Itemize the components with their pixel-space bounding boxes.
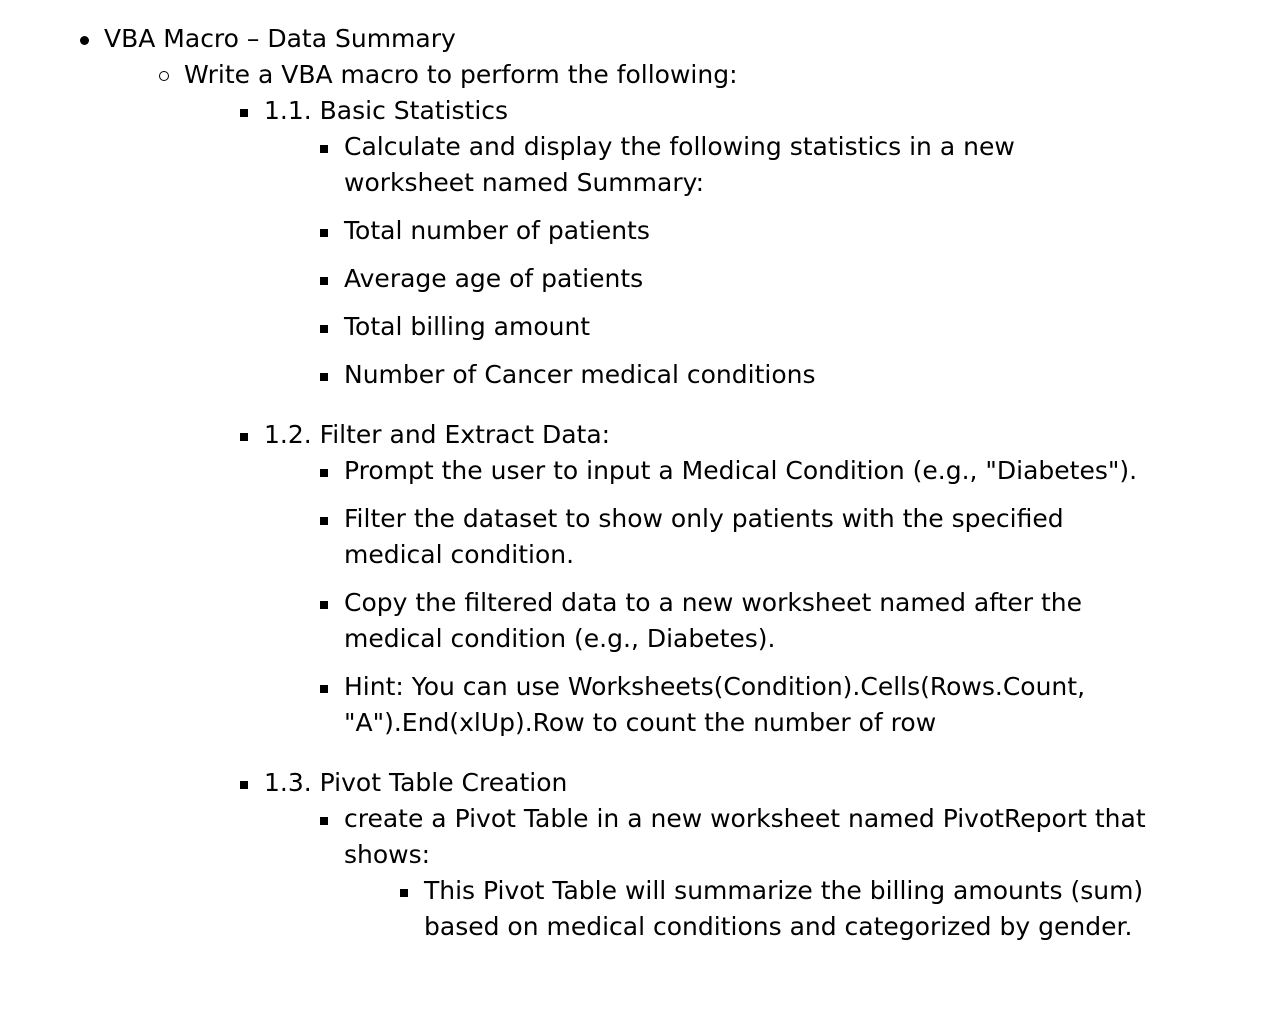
bullet-square-icon bbox=[320, 685, 328, 693]
bullet-square-icon bbox=[240, 109, 248, 117]
list-item bbox=[0, 261, 1286, 309]
bullet-square-icon bbox=[400, 889, 408, 897]
bullet-square-icon bbox=[320, 229, 328, 237]
list-item-text: Number of Cancer medical conditions bbox=[344, 360, 816, 389]
bullet-disc-icon bbox=[80, 36, 89, 45]
list-item-text: Total number of patients bbox=[344, 216, 650, 245]
list-item-text: Hint: You can use Worksheets(Condition).Cells(Rows.Count, "A").End(xlUp).Row to count the number of row bbox=[344, 672, 1086, 737]
outline-subtitle: Write a VBA macro to perform the following: bbox=[184, 60, 738, 89]
list-item-text: Calculate and display the following statistics in a new worksheet named Summary: bbox=[344, 132, 1015, 197]
bullet-square-icon bbox=[320, 601, 328, 609]
list-item bbox=[0, 57, 1286, 93]
bullet-square-icon bbox=[320, 373, 328, 381]
list-item-text: Average age of patients bbox=[344, 264, 644, 293]
list-item bbox=[0, 873, 1286, 945]
list-item bbox=[0, 453, 1286, 501]
list-item bbox=[0, 501, 1286, 585]
list-item-text: create a Pivot Table in a new worksheet named PivotReport that shows: bbox=[344, 804, 1146, 869]
list-item bbox=[0, 765, 1286, 801]
list-item-text: This Pivot Table will summarize the billing amounts (sum) based on medical conditions and categorized by gender. bbox=[424, 876, 1144, 941]
list-item bbox=[0, 21, 1286, 57]
bullet-square-icon bbox=[320, 817, 328, 825]
list-item bbox=[0, 309, 1286, 357]
list-item bbox=[0, 669, 1286, 765]
bullet-square-icon bbox=[320, 469, 328, 477]
bullet-square-icon bbox=[240, 433, 248, 441]
section-heading: 1.2. Filter and Extract Data: bbox=[264, 420, 611, 449]
list-item bbox=[0, 129, 1286, 213]
list-item-text: Filter the dataset to show only patients with the specified medical condition. bbox=[344, 504, 1064, 569]
bullet-square-icon bbox=[320, 517, 328, 525]
section-heading: 1.1. Basic Statistics bbox=[264, 96, 509, 125]
list-item bbox=[0, 585, 1286, 669]
bullet-circle-icon bbox=[159, 71, 169, 81]
list-item bbox=[0, 93, 1286, 129]
list-item bbox=[0, 213, 1286, 261]
outline-title: VBA Macro – Data Summary bbox=[104, 24, 456, 53]
bullet-square-icon bbox=[320, 277, 328, 285]
list-item-text: Total billing amount bbox=[344, 312, 591, 341]
bullet-square-icon bbox=[320, 325, 328, 333]
list-item-text: Copy the filtered data to a new worksheet named after the medical condition (e.g., Diabetes). bbox=[344, 588, 1083, 653]
document-outline bbox=[0, 21, 1286, 945]
section-heading: 1.3. Pivot Table Creation bbox=[264, 768, 568, 797]
list-item bbox=[0, 357, 1286, 417]
list-item bbox=[0, 417, 1286, 453]
bullet-square-icon bbox=[240, 781, 248, 789]
list-item bbox=[0, 801, 1286, 873]
list-item-text: Prompt the user to input a Medical Condition (e.g., "Diabetes"). bbox=[344, 456, 1138, 485]
bullet-square-icon bbox=[320, 145, 328, 153]
